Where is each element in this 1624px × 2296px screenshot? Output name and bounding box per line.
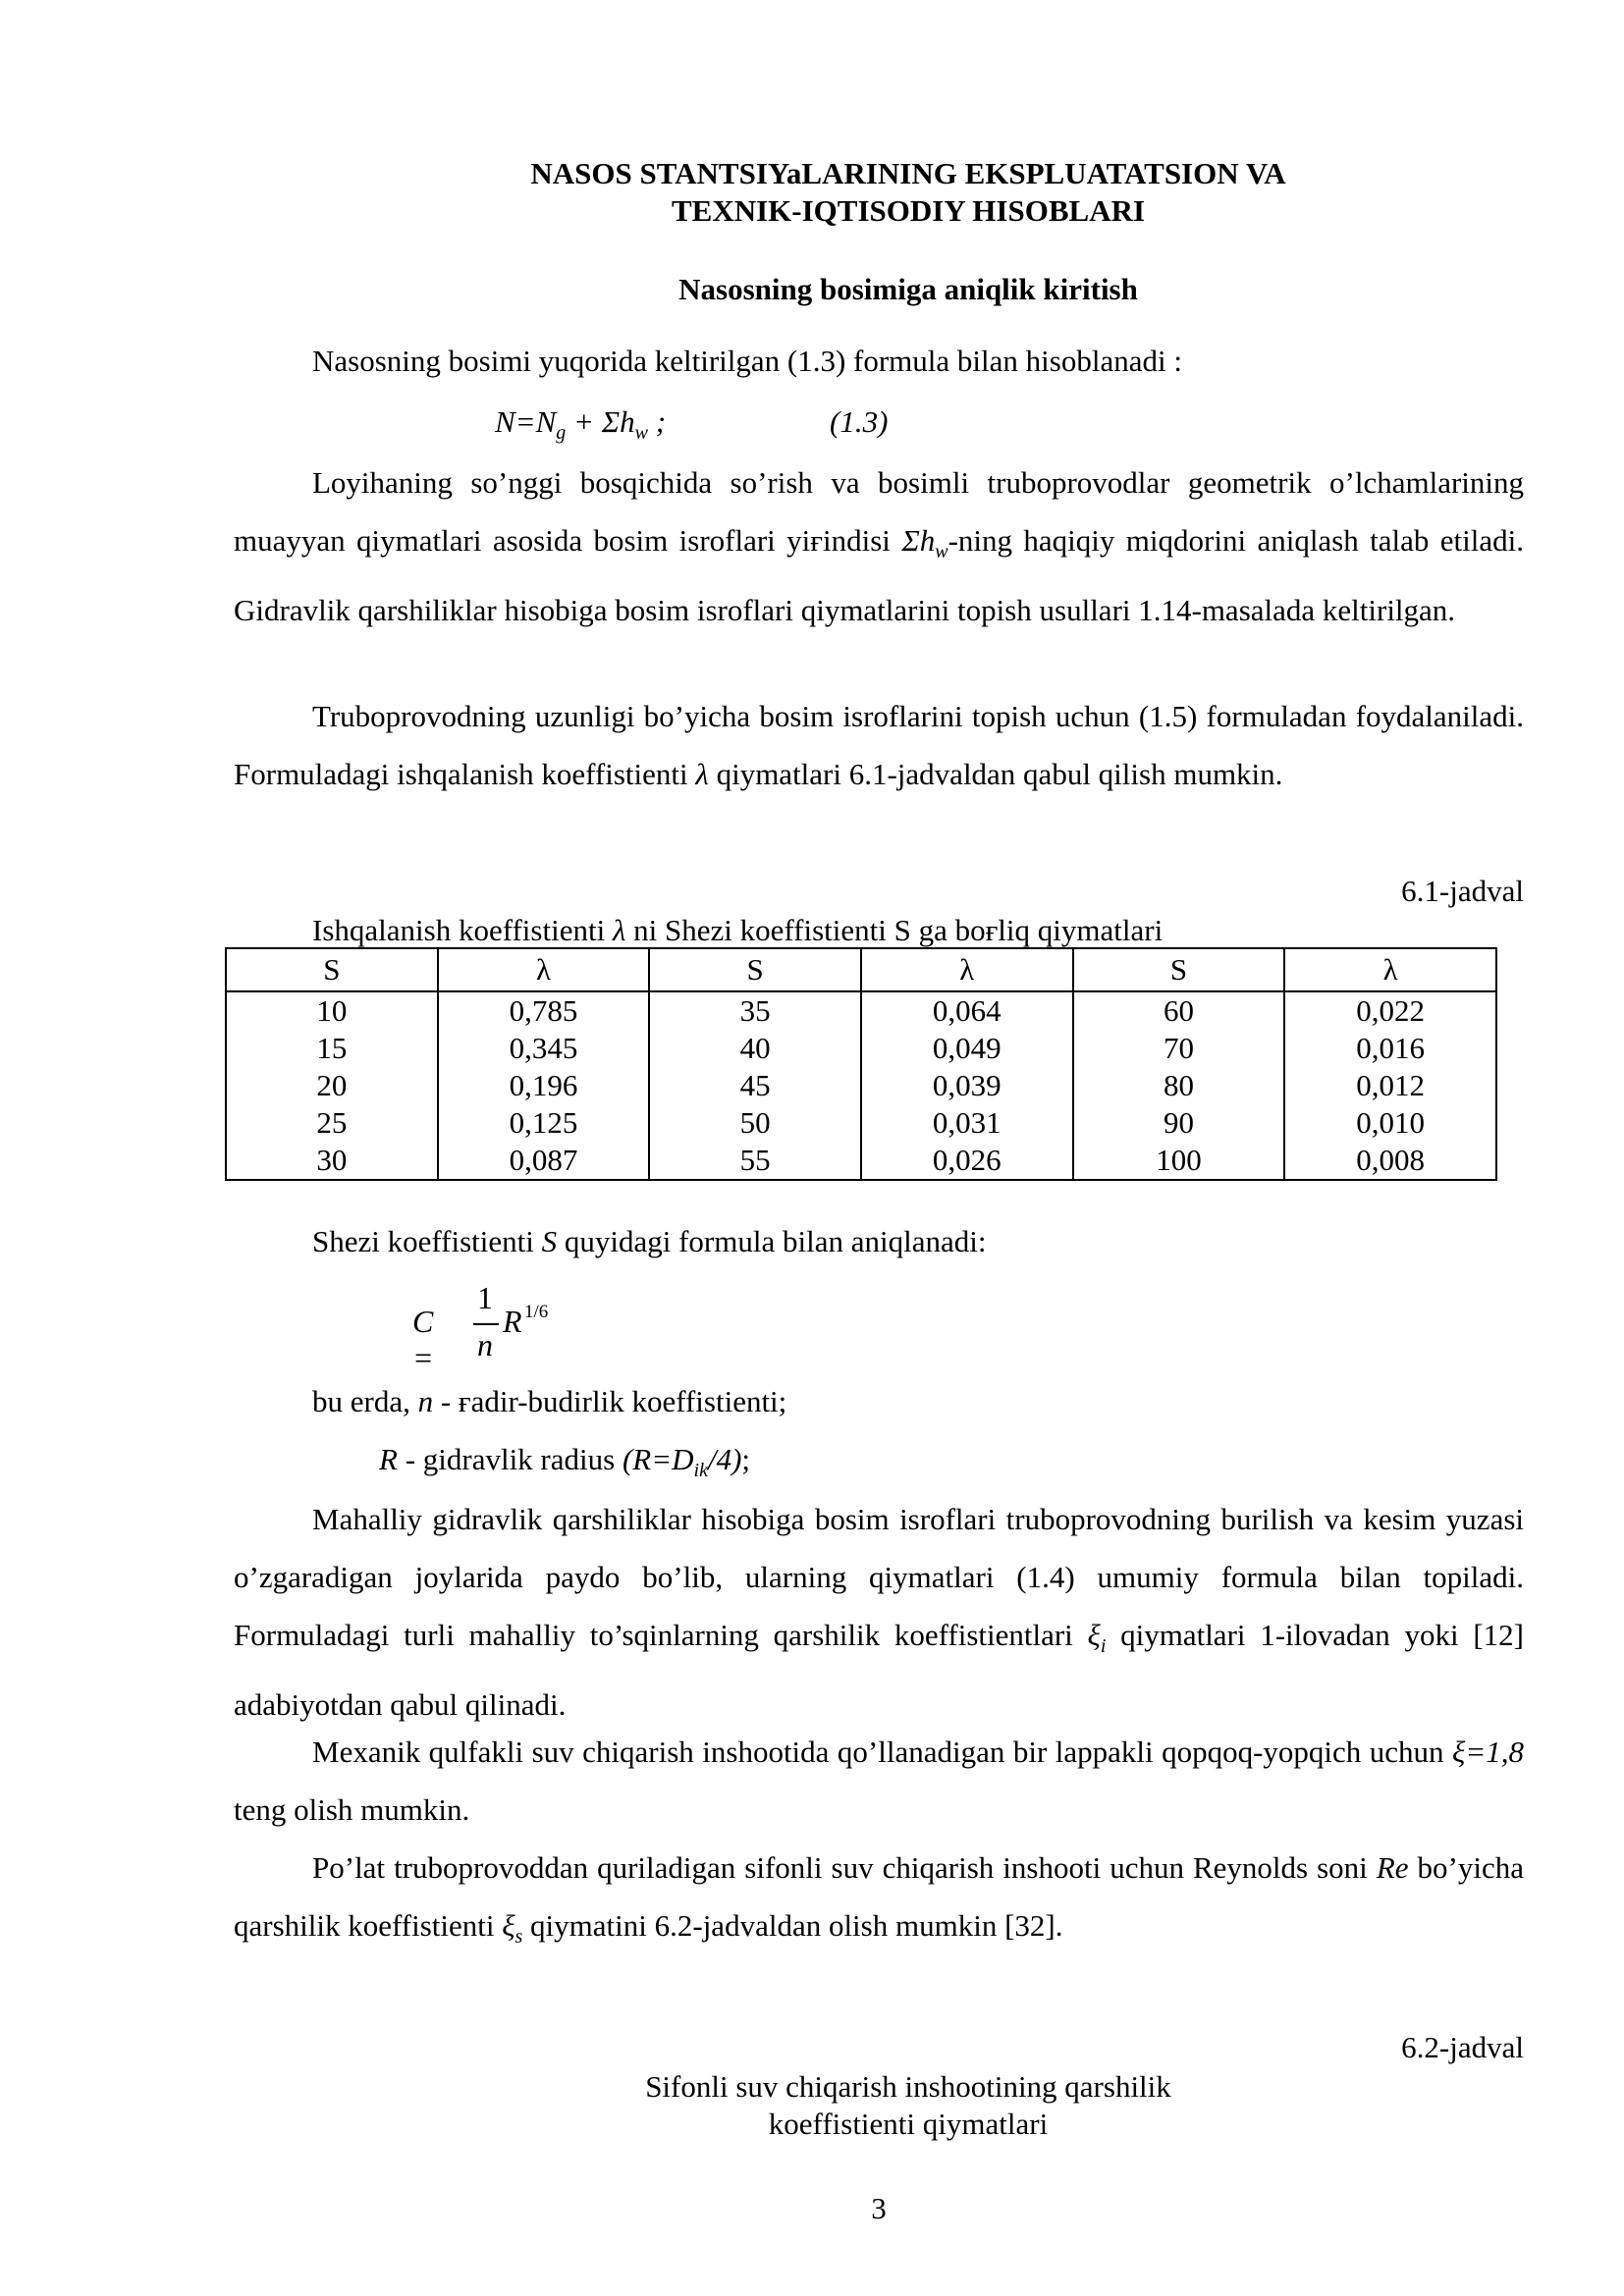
- definition-r-symbol: R: [379, 1442, 398, 1476]
- paragraph-7-symbol: Re: [1376, 1850, 1409, 1885]
- table-cell: 0,345: [438, 1030, 650, 1067]
- table-cell: 90: [1073, 1104, 1285, 1142]
- table-cell: 80: [1073, 1067, 1285, 1104]
- paragraph-2-text-a: Loyihaning so’nggi bosqichida so’rish va bosimli truboprovodlar geometrik o’lchamlarining muayyan qiymatlari asosida bosim isroflari yiғindisi: [234, 465, 1524, 558]
- formula-chezy-lhs: C =: [412, 1304, 434, 1375]
- definition-r-formula-end: /4): [707, 1442, 742, 1476]
- paragraph-7-text-c: qiymatini 6.2-jadvaldan olish mumkin [32].: [522, 1908, 1063, 1943]
- friction-coefficient-table: [225, 947, 1497, 1181]
- paragraph-5-symbol: ξ: [1087, 1618, 1101, 1652]
- table-cell: 0,031: [861, 1104, 1073, 1142]
- formula-lhs: N=N: [495, 404, 557, 439]
- paragraph-6-text-a: Mexanik qulfakli suv chiqarish inshootida qo’llanadigan bir lappakli qopqoq-yopqich uchun: [312, 1735, 1453, 1769]
- table-cell: 15: [226, 1030, 438, 1067]
- table-cell: 35: [649, 991, 861, 1030]
- table-header-cell: λ: [438, 948, 650, 991]
- title-line-1: NASOS STANTSIYaLARINING EKSPLUATATSION VA: [530, 156, 1286, 190]
- formula-sub-g: g: [556, 422, 567, 445]
- paragraph-7-text-a: Po’lat truboprovoddan quriladigan sifonli suv chiqarish inshooti uchun Reynolds soni: [312, 1850, 1377, 1885]
- paragraph-2-subscript: w: [935, 541, 948, 563]
- paragraph-3-symbol: λ: [695, 757, 709, 791]
- table-row: [226, 1067, 1496, 1104]
- definition-n-symbol: n: [417, 1384, 434, 1418]
- table-header-row: [226, 948, 1496, 991]
- table-header-cell: λ: [861, 948, 1073, 991]
- paragraph-7-text-b: bo’yicha qarshilik koeffistienti: [234, 1850, 1524, 1943]
- definition-r-formula: (R=D: [622, 1442, 694, 1476]
- table-cell: 0,087: [438, 1142, 650, 1180]
- paragraph-4-symbol: S: [541, 1224, 558, 1258]
- paragraph-5: [234, 1490, 1524, 1734]
- table-cell: 0,008: [1284, 1142, 1496, 1180]
- formula-number: [830, 404, 888, 440]
- table-row: [226, 991, 1496, 1030]
- definition-r-end: ;: [741, 1442, 751, 1476]
- paragraph-4: [312, 1224, 986, 1259]
- paragraph-2-symbol: Σh: [901, 523, 936, 558]
- paragraph-6-text-b: teng olish mumkin.: [234, 1792, 470, 1827]
- table-cell: 40: [649, 1030, 861, 1067]
- definition-r: [379, 1442, 750, 1482]
- table-2-caption-line-1: Sifonli suv chiqarish inshootining qarshilik: [645, 2069, 1171, 2104]
- table-cell: 50: [649, 1104, 861, 1142]
- paragraph-6: [234, 1723, 1524, 1839]
- page-number: 3: [871, 2191, 887, 2225]
- paragraph-7-subscript: s: [514, 1926, 523, 1949]
- paragraph-4-text-a: Shezi koeffistienti: [312, 1224, 542, 1258]
- formula-chezy-numerator: 1: [477, 1280, 493, 1315]
- table-cell: 0,064: [861, 991, 1073, 1030]
- paragraph-5-text-a: Mahalliy gidravlik qarshiliklar hisobiga bosim isroflari truboprovodning burilish va kesim yuzasi o’zgaradigan joylarida paydo bo’lib, ularning qiymatlari (1.4) umumiy formula bilan topiladi. Formuladagi turli mahalliy to’sqinlarning qarshilik koeffistientlari: [234, 1502, 1524, 1652]
- table-header-cell: S: [1073, 948, 1285, 991]
- formula-end: ;: [647, 404, 667, 439]
- paragraph-6-formula: ξ=1,8: [1452, 1735, 1524, 1769]
- formula-sub-w: w: [634, 422, 648, 445]
- table-2-number: 6.2-jadval: [1401, 2030, 1524, 2064]
- definition-n-prefix: bu erda,: [312, 1384, 418, 1418]
- fraction-bar: [473, 1323, 499, 1325]
- definition-r-text: - gidravlik radius: [397, 1442, 623, 1476]
- paragraph-5-subscript: i: [1100, 1635, 1107, 1658]
- table-cell: 0,125: [438, 1104, 650, 1142]
- table-cell: 25: [226, 1104, 438, 1142]
- table-cell: 10: [226, 991, 438, 1030]
- paragraph-5-text-b: qiymatlari 1-ilovadan yoki [12] adabiyotdan qabul qilinadi.: [234, 1618, 1525, 1723]
- formula-chezy-exponent: 1/6: [524, 1302, 549, 1322]
- table-row: [226, 1030, 1496, 1067]
- table-cell: 0,049: [861, 1030, 1073, 1067]
- table-cell: 20: [226, 1067, 438, 1104]
- table-cell: 0,016: [1284, 1030, 1496, 1067]
- formula-chezy-r: R: [503, 1304, 522, 1339]
- table-1-caption-b: ni Shezi koeffistienti S ga boғliq qiymatlari: [625, 913, 1164, 947]
- table-cell: 60: [1073, 991, 1285, 1030]
- table-cell: 70: [1073, 1030, 1285, 1067]
- table-2-caption: [353, 2068, 1463, 2143]
- formula-chezy-denominator: n: [477, 1327, 493, 1362]
- table-header-cell: S: [649, 948, 861, 991]
- table-cell: 45: [649, 1067, 861, 1104]
- document-title: [353, 155, 1463, 230]
- paragraph-7: [234, 1839, 1524, 1966]
- table-1-caption-symbol: λ: [612, 913, 626, 947]
- definition-n: [312, 1384, 786, 1419]
- table-cell: 0,012: [1284, 1067, 1496, 1104]
- table-cell: 0,039: [861, 1067, 1073, 1104]
- paragraph-3-text-b: qiymatlari 6.1-jadvaldan qabul qilish mumkin.: [708, 757, 1283, 791]
- table-2-caption-line-2: koeffistienti qiymatlari: [768, 2107, 1049, 2141]
- formula-1-3: [495, 404, 666, 445]
- paragraph-3: [234, 687, 1524, 803]
- table-cell: 0,010: [1284, 1104, 1496, 1142]
- table-row: [226, 1104, 1496, 1142]
- definition-r-subscript: ik: [693, 1460, 708, 1482]
- paragraph-3-text-a: Truboprovodning uzunligi bo’yicha bosim isroflarini topish uchun (1.5) formuladan foydalaniladi. Formuladagi ishqalanish koeffistienti: [234, 699, 1524, 791]
- table-cell: 55: [649, 1142, 861, 1180]
- paragraph-2: [234, 454, 1524, 639]
- table-cell: 0,026: [861, 1142, 1073, 1180]
- table-cell: 0,196: [438, 1067, 650, 1104]
- formula-number-text: (1.3): [830, 404, 889, 439]
- table-cell: 0,785: [438, 991, 650, 1030]
- table-1-caption-a: Ishqalanish koeffistienti: [312, 913, 613, 947]
- formula-sum: + Σh: [566, 404, 635, 439]
- table-header-cell: S: [226, 948, 438, 991]
- definition-n-text: - ғadir-budirlik koeffistienti;: [433, 1384, 787, 1418]
- table-cell: 100: [1073, 1142, 1285, 1180]
- table-cell: 0,022: [1284, 991, 1496, 1030]
- title-line-2: TEXNIK-IQTISODIY HISOBLARI: [671, 193, 1146, 228]
- paragraph-4-text-b: quyidagi formula bilan aniqlanadi:: [557, 1224, 987, 1258]
- table-1-number: 6.1-jadval: [1401, 874, 1524, 908]
- table-row: [226, 1142, 1496, 1180]
- paragraph-2-text-b: -ning haqiqiy miqdorini aniqlash talab etiladi. Gidravlik qarshiliklar hisobiga bosim isroflari qiymatlarini topish usullari 1.14-masalada keltirilgan.: [234, 523, 1525, 628]
- table-1-caption: [312, 913, 1163, 948]
- paragraph-7-symbol-2: ξ: [502, 1908, 515, 1943]
- table-header-cell: λ: [1284, 948, 1496, 991]
- section-subtitle: Nasosning bosimiga aniqlik kiritish: [678, 272, 1138, 306]
- table-cell: 30: [226, 1142, 438, 1180]
- paragraph-1: Nasosning bosimi yuqorida keltirilgan (1.3) formula bilan hisoblanadi :: [312, 344, 1182, 378]
